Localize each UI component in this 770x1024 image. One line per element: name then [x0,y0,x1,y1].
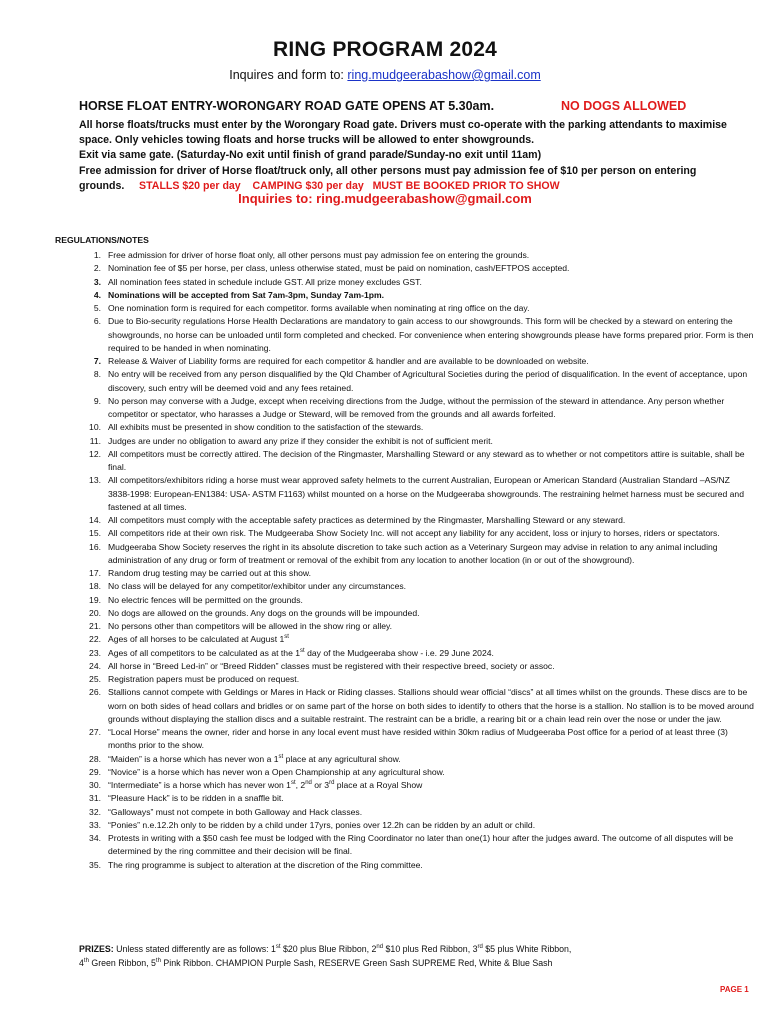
regulation-item [54,792,754,805]
regulation-text-main: Nominations will be accepted from Sat 7am-3pm, Sunday 7am-1pm. [108,289,385,300]
regulation-text-part: place at any agricultural show. [283,753,401,764]
regulation-number: 21. [89,621,101,631]
regulation-item [54,395,754,422]
regulation-number: 33. [89,819,101,830]
regulation-text-main: Release & Waiver of Liability forms are required for each competitor & handler and are available to be downloaded on website. [108,356,589,366]
regulation-text [101,819,754,832]
regulation-number: 25. [89,674,101,684]
prizes-section [79,942,759,970]
regulation-item [54,779,754,792]
regulation-text [101,527,754,540]
regulation-number: 11. [89,435,101,446]
regulation-text [101,726,754,753]
stalls-price: STALLS $20 per day [139,179,241,192]
regulation-item [54,806,754,819]
superscript: nd [305,780,312,787]
regulation-item [54,567,754,580]
regulation-text [101,673,754,686]
regulation-text [101,474,754,514]
regulation-text-main: All competitors must be correctly attired. The decision of the Ringmaster, Marshalling Steward or any steward as to whether or not competitors attire is suitable, shall be final. [108,448,745,472]
regulation-text [101,435,754,448]
regulation-text-main: Random drug testing may be carried out at this show. [108,568,312,578]
regulation-item [54,819,754,832]
regulation-item [54,766,754,779]
regulation-text [101,832,754,859]
regulation-text [101,289,754,302]
regulation-number: 30. [89,780,101,790]
regulation-text [101,302,754,315]
regulation-number: 13. [89,475,101,486]
regulation-text-main: All competitors must comply with the acceptable safety practices as determined by the Ringmaster, Marshalling Steward or any steward. [108,515,626,525]
regulation-text [101,779,754,792]
regulation-text-main: Stallions cannot compete with Geldings or Mares in Hack or Riding classes. Stallions should wear official “discs” at all times whilst on the grounds. These discs are to be worn on both sides of head collars and bridles or on same part of the horse on both sides to identify to others that the horse is a stallion. No stallion is to be moved around grounds without displaying the stallion discs and a suitable restraint. The restraint can be a bridle, a rearing bit or a chain lead rein over the nose or under the jaw. [108,687,754,724]
inquires-line [0,68,770,82]
regulation-text [101,249,754,262]
email-link[interactable]: ring.mudgeerabashow@gmail.com [347,68,541,82]
regulation-text [101,859,754,872]
regulation-item [54,660,754,673]
page-number: PAGE 1 [720,985,749,994]
prize-fourth-num: 4 [79,958,84,968]
prize-first: $20 plus Blue Ribbon, 2 [280,944,377,954]
regulation-text-part: , 2 [295,780,306,790]
regulation-text [101,448,754,475]
no-dogs-notice: NO DOGS ALLOWED [561,99,687,113]
sup: nd [376,944,384,951]
regulation-number: 7. [93,356,101,366]
regulation-text-main: No class will be delayed for any competitor/exhibitor under any circumstances. [108,581,407,592]
regulation-item [54,633,754,646]
regulation-text [101,686,754,726]
regulations-heading: REGULATIONS/NOTES [55,235,149,245]
regulation-text-main: Judges are under no obligation to award any prize if they consider the exhibit is not of sufficient merit. [108,435,493,446]
regulation-text [101,262,754,275]
regulation-text-main: No electric fences will be permitted on the grounds. [108,594,303,605]
prize-second: $10 plus Red Ribbon, 3 [383,944,478,954]
regulation-number: 23. [89,647,101,658]
inquiries-line: Inquiries to: ring.mudgeerabashow@gmail.com [238,191,532,206]
float-line-3-text: Free admission for driver of Horse float/truck only, all other persons must pay admission fee of $10 per person on entering grounds. [79,164,697,192]
regulation-text-main: All competitors/exhibitors riding a horse must wear approved safety helmets to the current Australian, European or American Standard (Australian Standard –AS/NZ 3838-1998: European-EN1384: USA- ASTM F1163) whilst mounted on a horse on the Mudgeeraba showgrounds. The restraining helmet harness must be secured and fastened at all times. [108,475,744,512]
regulation-item [54,832,754,859]
regulation-item [54,753,754,766]
float-line-2: Exit via same gate. (Saturday-No exit until finish of grand parade/Sunday-no exit until 11am) [79,149,542,162]
regulation-text-main: All horse in “Breed Led-in” or “Breed Ridden” classes must be registered with their respective breed, society or assoc. [108,660,555,671]
regulation-text [101,514,754,527]
regulation-item [54,594,754,607]
regulation-text [101,580,754,593]
regulation-text-main: Ages of all horses to be calculated at August 1 [108,634,285,645]
regulation-number: 16. [89,541,101,552]
regulation-text-main: “Local Horse” means the owner, rider and horse in any local event must have resided within 30km radius of Mudgeeraba Post office for a period of at least three (3) months prior to the show. [108,727,728,751]
regulation-number: 12. [89,448,101,459]
regulation-text [101,766,754,779]
sup: rd [477,944,483,951]
regulation-item [54,249,754,262]
regulation-text-part: place at a Royal Show [334,780,423,790]
float-entry-text [79,118,729,194]
superscript: st [290,780,296,787]
regulation-text-main: No dogs are allowed on the grounds. Any dogs on the grounds will be impounded. [108,607,420,618]
prizes-line-2 [79,956,759,970]
regulation-number: 20. [89,607,101,618]
regulation-text-main: “Ponies” n.e.12.2h only to be ridden by a child under 17yrs, ponies over 12.2h can be ridden by an adult or child. [108,819,536,830]
regulation-text-main: “Maiden” is a horse which has never won a 1 [108,753,279,764]
regulation-number: 32. [89,806,101,817]
regulation-text [101,660,754,673]
regulation-text [101,276,754,289]
regulation-number: 35. [89,859,101,870]
regulation-text-main: Due to Bio-security regulations Horse Health Declarations are mandatory to gain access to our showgrounds. This form will be checked by a steward on entering the showgrounds, no horse can be unloaded until form completed and checked. For convenience when entering showgrounds please have forms prepared prior. Form is then required to be handed in when nominating. [108,316,754,353]
regulation-number: 29. [89,766,101,777]
regulation-text [101,647,754,660]
regulation-text [101,368,754,395]
prize-fourth: Green Ribbon, 5 [88,958,156,968]
sup: th [83,958,89,965]
regulation-number: 8. [93,369,101,380]
regulation-number: 34. [89,833,101,843]
regulation-item [54,421,754,434]
regulation-item [54,607,754,620]
regulation-number: 10. [89,422,101,433]
superscript: st [300,647,305,654]
prizes-intro: Unless stated differently are as follows: 1 [113,944,276,954]
superscript: st [278,753,284,760]
regulation-text [101,421,754,434]
regulation-text-main: Mudgeeraba Show Society reserves the right in its absolute discretion to take such action as a Veterinary Surgeon may advise in relation to any animal including administration of any drug or form of treatment or removal of the exhibit from any location to another location (in or out of the showground). [108,541,718,565]
regulation-number: 17. [89,568,101,578]
inquires-label: Inquires and form to: [229,68,344,82]
regulation-number: 1. [93,250,101,260]
regulation-number: 24. [89,660,101,671]
regulation-item [54,448,754,475]
camping-price: CAMPING $30 per day [252,179,364,192]
regulation-item [54,859,754,872]
regulations-list [54,249,754,872]
regulation-text-main: “Intermediate” is a horse which has never won 1 [108,780,291,790]
float-entry-heading: HORSE FLOAT ENTRY-WORONGARY ROAD GATE OPENS AT 5.30am. [79,99,495,113]
float-line-1: All horse floats/trucks must enter by the Worongary Road gate. Drivers must co-operate with the parking attendants to maximise space. Only vehicles towing floats and horse trucks will be allowed to enter showgrounds. [79,119,727,147]
regulation-text [101,806,754,819]
regulation-number: 4. [93,289,101,300]
regulation-item [54,474,754,514]
regulation-item [54,302,754,315]
superscript: st [284,634,289,641]
regulation-number: 27. [89,727,101,737]
regulation-item [54,541,754,568]
regulation-number: 9. [93,395,101,406]
regulation-number: 28. [89,753,101,764]
float-line-3 [79,164,729,194]
prize-fifth-and-sashes: Pink Ribbon. CHAMPION Purple Sash, RESERVE Green Sash SUPREME Red, White & Blue Sash [160,958,553,968]
regulation-text [101,792,754,805]
sup: th [155,958,161,965]
regulation-text [101,594,754,607]
regulation-text-main: “Pleasure Hack” is to be ridden in a snaffle bit. [108,793,284,804]
regulation-number: 14. [89,515,101,525]
regulation-item [54,289,754,302]
regulation-text-main: The ring programme is subject to alteration at the discretion of the Ring committee. [108,859,423,870]
regulation-text-main: One nomination form is required for each competitor. forms available when nominating at ring office on the day. [108,303,530,313]
regulation-text [101,395,754,422]
regulation-text-main: Protests in writing with a $50 cash fee must be lodged with the Ring Coordinator no later than one(1) hour after the judges award. The outcome of all disputes will be determined by the ring committee and their decision will be final. [108,833,734,857]
regulation-item [54,262,754,275]
regulation-item [54,315,754,355]
sup: st [275,944,281,951]
prize-third: $5 plus White Ribbon, [482,944,572,954]
booking-notice: MUST BE BOOKED PRIOR TO SHOW [372,179,560,192]
regulation-item [54,580,754,593]
regulation-text-part: or 3 [311,780,330,790]
regulation-number: 3. [93,276,101,287]
regulation-number: 15. [89,528,101,539]
regulation-text [101,541,754,568]
prizes-line-1 [79,942,759,956]
regulation-number: 6. [93,316,101,327]
regulation-number: 26. [89,687,101,698]
regulation-number: 22. [89,634,101,645]
regulation-item [54,647,754,660]
regulation-item [54,355,754,368]
page-title: RING PROGRAM 2024 [273,38,497,61]
regulation-text-main: All nomination fees stated in schedule include GST. All prize money excludes GST. [108,276,422,287]
regulation-text-main: Free admission for driver of horse float only, all other persons must pay admission fee on entering the grounds. [108,250,530,260]
regulation-item [54,726,754,753]
regulation-item [54,620,754,633]
regulation-text-main: Registration papers must be produced on request. [108,674,300,684]
regulation-item [54,673,754,686]
regulation-number: 19. [89,594,101,605]
regulation-text-main: No person may converse with a Judge, except when receiving directions from the Judge, without the permission of the steward in attendance. Any person whether competitor or spectator, who harasses a Judge or Steward, will be removed from the grounds and all awards forfeited. [108,395,725,419]
regulation-item [54,514,754,527]
regulation-text-main: All competitors ride at their own risk. The Mudgeeraba Show Society Inc. will not accept any liability for any accident, loss or injury to horses, riders or spectators. [108,528,720,539]
regulation-item [54,368,754,395]
regulation-text [101,567,754,580]
regulation-text [101,315,754,355]
regulation-text-main: Nomination fee of $5 per horse, per class, unless otherwise stated, must be paid on nomination, cash/EFTPOS accepted. [108,263,570,274]
regulation-item [54,527,754,540]
regulation-text [101,620,754,633]
regulation-item [54,276,754,289]
regulation-text [101,633,754,646]
regulation-text-main: Ages of all competitors to be calculated as at the 1 [108,647,301,658]
regulation-number: 2. [93,263,101,274]
regulation-item [54,686,754,726]
regulation-text [101,355,754,368]
regulation-text [101,607,754,620]
regulation-text-main: All exhibits must be presented in show condition to the satisfaction of the stewards. [108,422,424,433]
regulation-text [101,753,754,766]
regulation-number: 18. [89,581,101,592]
regulation-number: 5. [93,303,101,313]
regulation-number: 31. [89,793,101,804]
regulation-text-main: No entry will be received from any person disqualified by the Qld Chamber of Agricultural Societies during the period of disqualification. In the event of acceptance, upon discovery, such entry will be deemed void and any fees retained. [108,369,748,393]
regulation-text-main: “Novice” is a horse which has never won a Open Championship at any agricultural show. [108,766,445,777]
regulation-text-main: “Galloways” must not compete in both Galloway and Hack classes. [108,806,363,817]
regulation-text-main: No persons other than competitors will be allowed in the show ring or alley. [108,621,393,631]
superscript: rd [329,780,335,787]
regulation-text-part: day of the Mudgeeraba show - i.e. 29 June 2024. [304,647,494,658]
regulation-item [54,435,754,448]
prizes-label: PRIZES: [79,944,114,954]
